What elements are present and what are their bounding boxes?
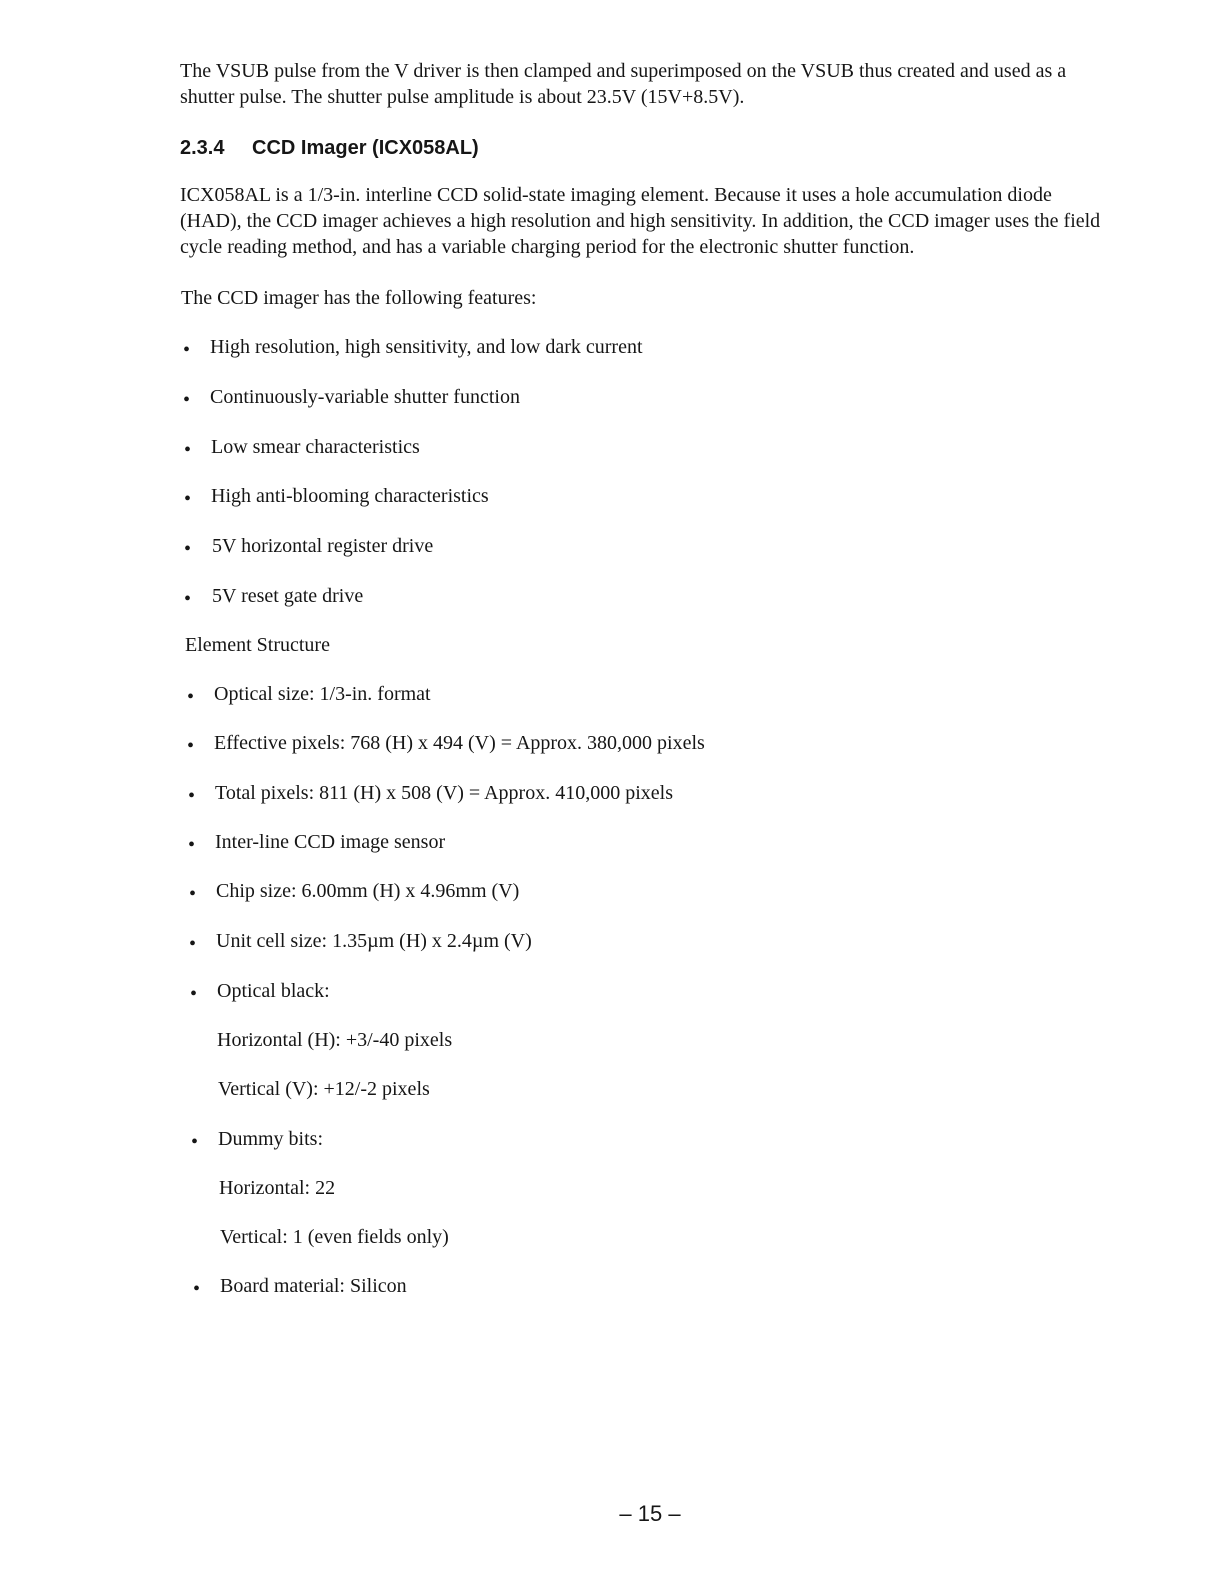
section-heading (180, 135, 479, 161)
bullet-icon: • (184, 439, 192, 461)
feature-item: 5V reset gate drive (212, 585, 364, 607)
structure-item: Chip size: 6.00mm (H) x 4.96mm (V) (216, 880, 520, 902)
structure-item: Optical size: 1/3-in. format (214, 683, 431, 705)
bullet-icon: • (193, 1278, 201, 1300)
description-paragraph: ICX058AL is a 1/3-in. interline CCD solid-state imaging element. Because it uses a hole accumulation diode (HAD), the CCD imager achieves a high resolution and high sensitivity. In addition, the CCD imager uses the field cycle reading method, and has a variable charging period for the electronic shutter function. (180, 184, 1101, 258)
structure-item: Effective pixels: 768 (H) x 494 (V) = Approx. 380,000 pixels (214, 732, 705, 754)
structure-item: Board material: Silicon (220, 1275, 407, 1297)
bullet-icon: • (189, 883, 197, 905)
bullet-icon: • (184, 488, 192, 510)
optical-black-detail: Horizontal (H): +3/-40 pixels (217, 1029, 453, 1051)
feature-item: 5V horizontal register drive (212, 535, 434, 557)
features-intro: The CCD imager has the following features: (181, 287, 537, 309)
structure-item: Unit cell size: 1.35µm (H) x 2.4µm (V) (216, 930, 532, 952)
feature-item: Continuously-variable shutter function (210, 386, 520, 408)
bullet-icon: • (183, 339, 191, 361)
bullet-icon: • (184, 588, 192, 610)
bullet-icon: • (189, 933, 197, 955)
feature-item: High resolution, high sensitivity, and low dark current (210, 336, 643, 358)
intro-paragraph: The VSUB pulse from the V driver is then clamped and superimposed on the VSUB thus created and used as a shutter pulse. The shutter pulse amplitude is about 23.5V (15V+8.5V). (180, 60, 1067, 108)
section-number: 2.3.4 (180, 137, 225, 159)
structure-item: Dummy bits: (218, 1128, 324, 1150)
bullet-icon: • (183, 389, 191, 411)
element-structure-heading: Element Structure (185, 634, 330, 656)
dummy-bits-detail: Horizontal: 22 (219, 1177, 336, 1199)
optical-black-detail: Vertical (V): +12/-2 pixels (218, 1078, 430, 1100)
structure-item: Total pixels: 811 (H) x 508 (V) = Approx. 410,000 pixels (215, 782, 673, 804)
bullet-icon: • (190, 983, 198, 1005)
bullet-icon: • (187, 686, 195, 708)
feature-item: High anti-blooming characteristics (211, 485, 489, 507)
bullet-icon: • (188, 834, 196, 856)
structure-item: Optical black: (217, 980, 330, 1002)
bullet-icon: • (187, 735, 195, 757)
bullet-icon: • (184, 538, 192, 560)
bullet-icon: • (191, 1131, 199, 1153)
dummy-bits-detail: Vertical: 1 (even fields only) (220, 1226, 449, 1248)
section-title: CCD Imager (ICX058AL) (252, 137, 479, 159)
page-number: – 15 – (619, 1501, 681, 1526)
feature-item: Low smear characteristics (211, 436, 420, 458)
structure-item: Inter-line CCD image sensor (215, 831, 446, 853)
bullet-icon: • (188, 785, 196, 807)
